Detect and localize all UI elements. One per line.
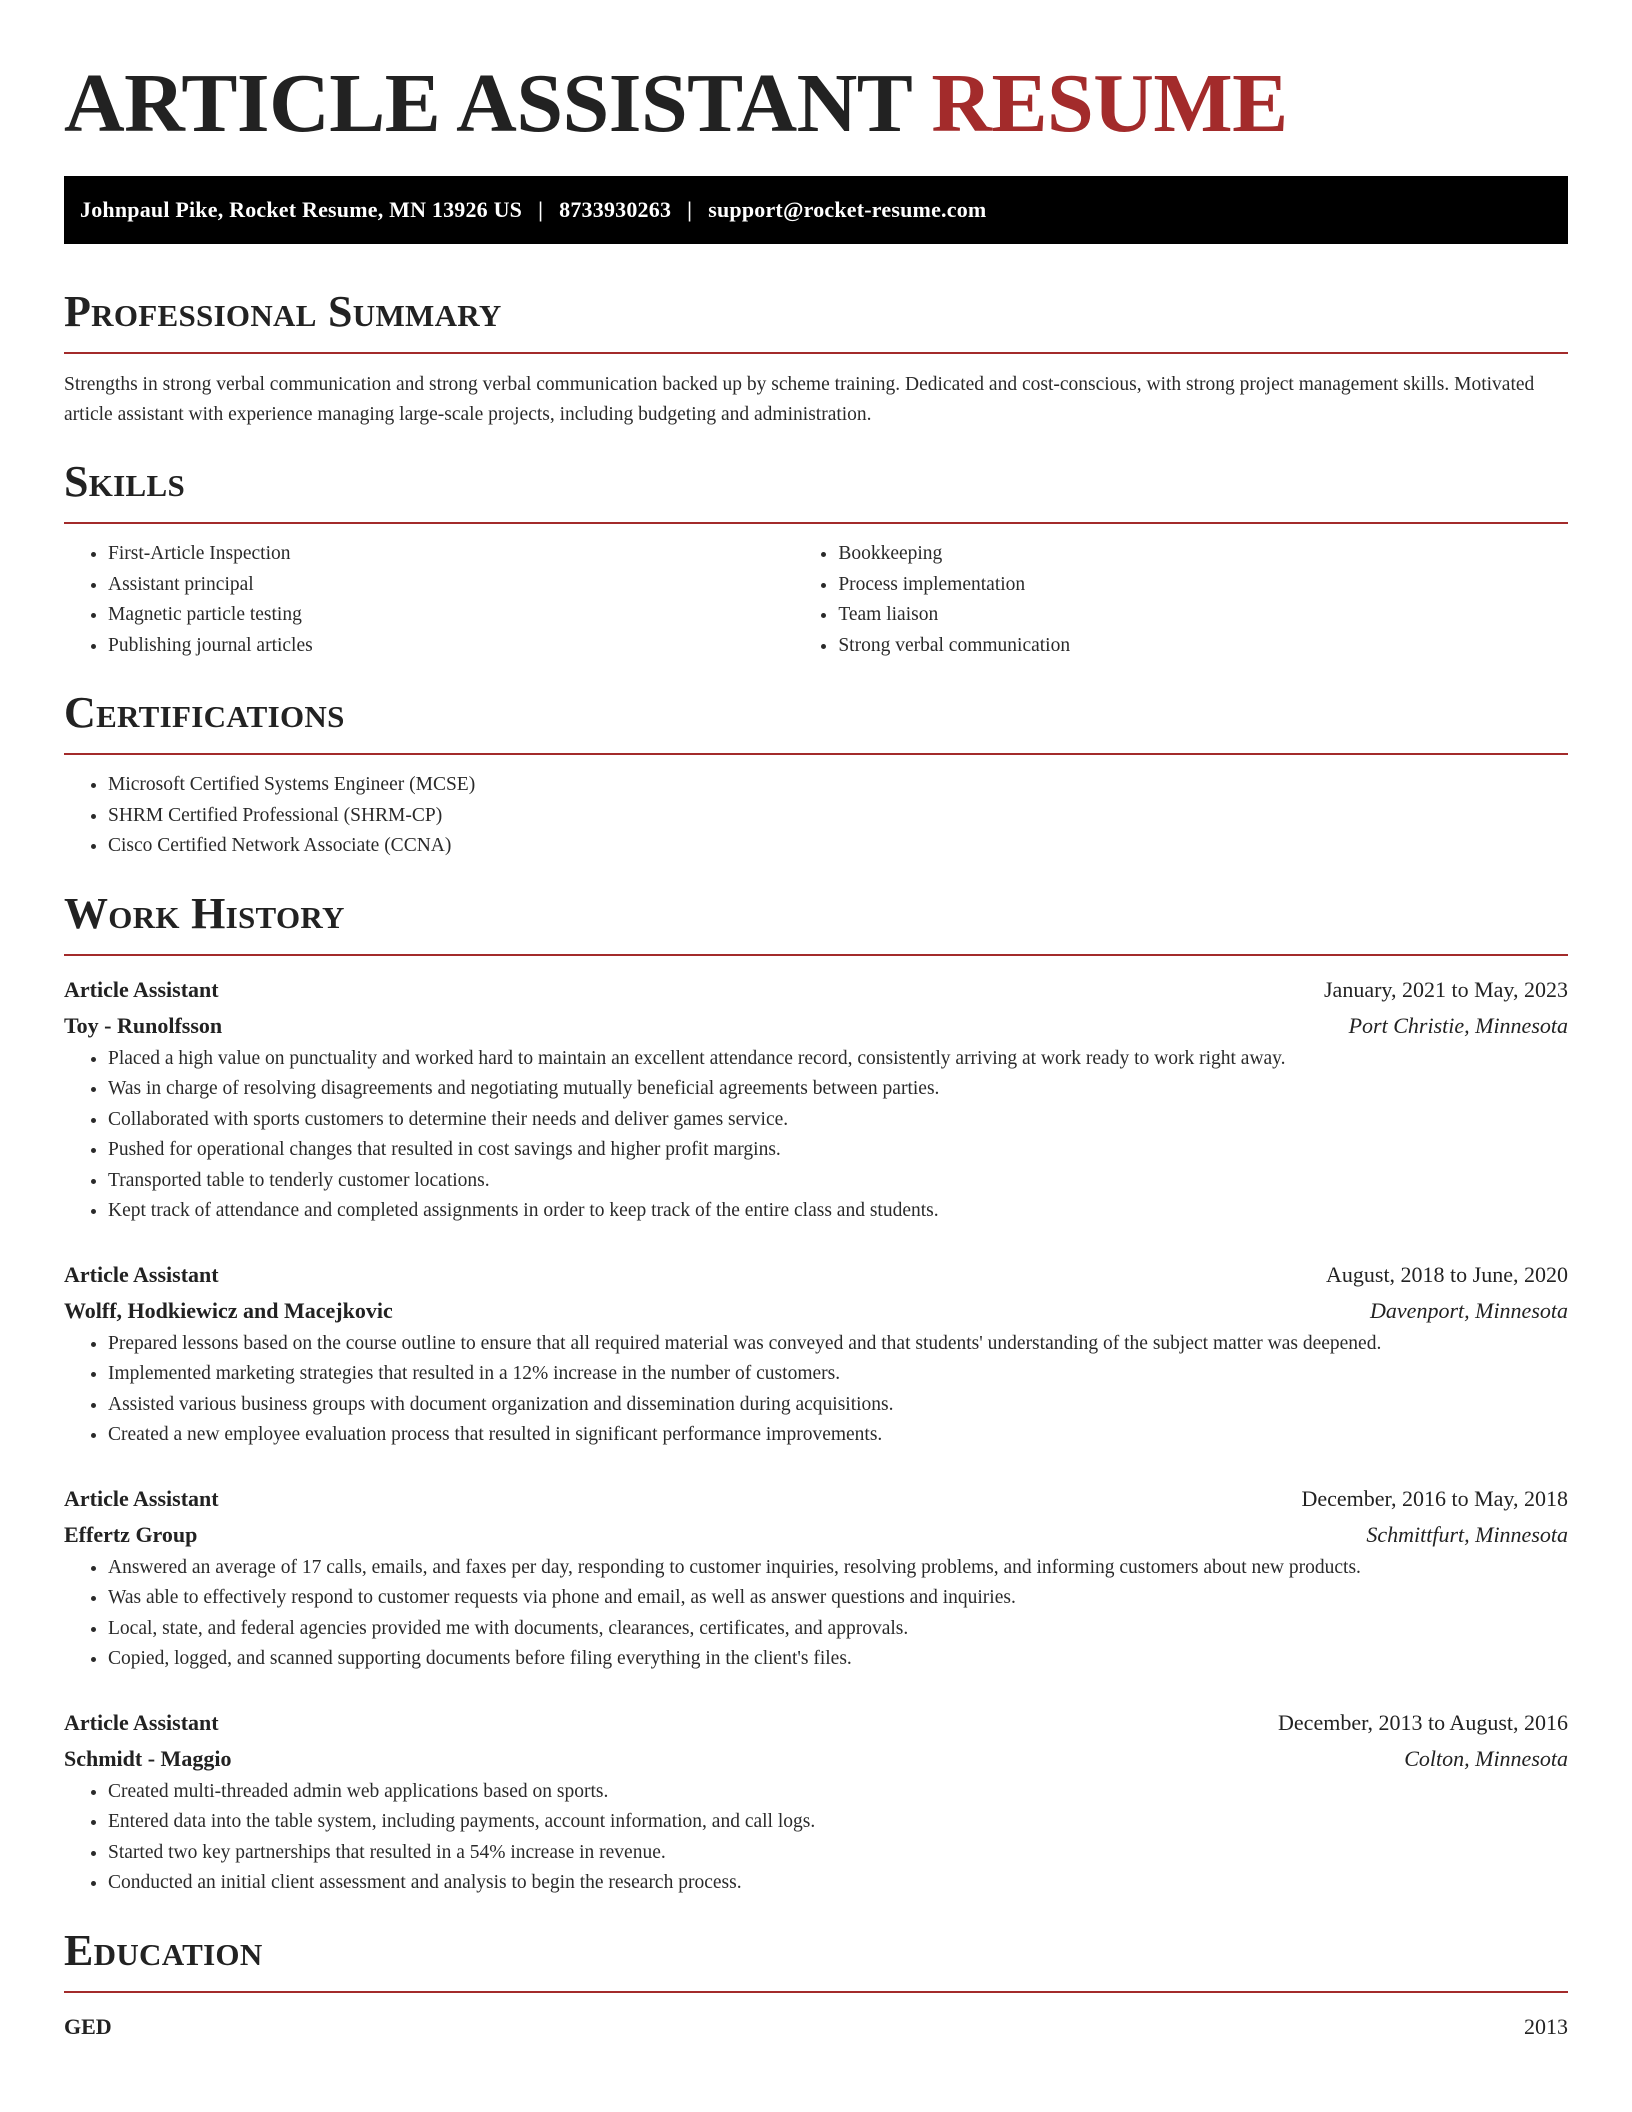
skills-list-right <box>794 539 1568 661</box>
job-location: Schmittfurt, Minnesota <box>1366 1521 1568 1547</box>
list-item: • SHRM Certified Professional (SHRM-CP) <box>108 801 1568 832</box>
list-item: • Microsoft Certified Systems Engineer (MCSE) <box>108 770 1568 801</box>
list-item: • Assistant principal <box>108 570 794 601</box>
list-item: • Assisted various business groups with document organization and dissemination during acquisitions. <box>108 1390 1568 1421</box>
job-company: Toy - Runolfsson <box>64 1012 223 1038</box>
list-item: • Was able to effectively respond to customer requests via phone and email, as well as answer questions and inquiries. <box>108 1583 1568 1614</box>
job-dates: August, 2018 to June, 2020 <box>1326 1261 1568 1287</box>
section-divider <box>64 352 1568 354</box>
list-item: • Created multi-threaded admin web applications based on sports. <box>108 1777 1568 1808</box>
job-entry <box>64 1481 1568 1675</box>
title-main: ARTICLE ASSISTANT <box>64 57 911 150</box>
section-divider <box>64 954 1568 956</box>
job-header-row <box>64 1481 1568 1517</box>
list-item: • Copied, logged, and scanned supporting documents before filing everything in the client's files. <box>108 1644 1568 1675</box>
list-item: • Magnetic particle testing <box>108 600 794 631</box>
job-bullets <box>64 1777 1568 1899</box>
certifications-list <box>64 770 1568 862</box>
list-item: • Kept track of attendance and completed assignments in order to keep track of the entire class and students. <box>108 1196 1568 1227</box>
education-year: 2013 <box>1524 2013 1568 2039</box>
job-location: Davenport, Minnesota <box>1370 1297 1568 1323</box>
certifications-section <box>64 687 1568 862</box>
education-section <box>64 1925 1568 2045</box>
list-item: • Bookkeeping <box>838 539 1568 570</box>
section-heading-skills: Skills <box>64 457 186 506</box>
summary-section <box>64 286 1568 430</box>
skills-list-left <box>64 539 794 661</box>
list-item: • Placed a high value on punctuality and worked hard to maintain an excellent attendance record, consistently arriving at work ready to work right away. <box>108 1044 1568 1075</box>
resume-title <box>64 56 1568 152</box>
list-item: • Conducted an initial client assessment and analysis to begin the research process. <box>108 1868 1568 1899</box>
list-item: • Strong verbal communication <box>838 631 1568 662</box>
summary-text: Strengths in strong verbal communication and strong verbal communication backed up by scheme training. Dedicated and cost-conscious, with strong project management skills. Motivated article assistant with experience managing large-scale projects, including budgeting and administration. <box>64 374 1535 425</box>
job-subheader-row <box>64 1517 1568 1553</box>
job-company: Wolff, Hodkiewicz and Macejkovic <box>64 1297 393 1323</box>
work-history-section <box>64 888 1568 1899</box>
list-item: • Was in charge of resolving disagreements and negotiating mutually beneficial agreements between parties. <box>108 1074 1568 1105</box>
job-title: Article Assistant <box>64 1261 219 1287</box>
list-item: • First-Article Inspection <box>108 539 794 570</box>
job-title: Article Assistant <box>64 976 219 1002</box>
list-item: • Collaborated with sports customers to determine their needs and deliver games service. <box>108 1105 1568 1136</box>
list-item: • Publishing journal articles <box>108 631 794 662</box>
title-accent: RESUME <box>931 57 1288 150</box>
education-degree: GED <box>64 2013 112 2039</box>
contact-email: support@rocket-resume.com <box>708 197 987 222</box>
job-header-row <box>64 972 1568 1008</box>
section-heading-work-history: Work History <box>64 888 345 938</box>
section-heading-certifications: Certifications <box>64 688 345 737</box>
section-divider <box>64 1991 1568 1993</box>
job-header-row <box>64 1705 1568 1741</box>
list-item: • Entered data into the table system, including payments, account information, and call logs. <box>108 1807 1568 1838</box>
job-bullets <box>64 1329 1568 1451</box>
list-item: • Answered an average of 17 calls, emails, and faxes per day, responding to customer inquiries, resolving problems, and informing customers about new products. <box>108 1553 1568 1584</box>
list-item: • Transported table to tenderly customer locations. <box>108 1166 1568 1197</box>
job-header-row <box>64 1257 1568 1293</box>
job-dates: January, 2021 to May, 2023 <box>1324 976 1568 1002</box>
job-dates: December, 2013 to August, 2016 <box>1278 1709 1568 1735</box>
education-row <box>64 2009 1568 2045</box>
list-item: • Pushed for operational changes that resulted in cost savings and higher profit margins. <box>108 1135 1568 1166</box>
list-item: • Team liaison <box>838 600 1568 631</box>
job-company: Schmidt - Maggio <box>64 1745 232 1771</box>
section-divider <box>64 522 1568 524</box>
contact-phone: 8733930263 <box>559 197 672 222</box>
job-entry <box>64 1705 1568 1899</box>
job-entry <box>64 972 1568 1227</box>
job-subheader-row <box>64 1008 1568 1044</box>
contact-bar <box>64 176 1568 244</box>
list-item: • Cisco Certified Network Associate (CCNA) <box>108 831 1568 862</box>
contact-address: Johnpaul Pike, Rocket Resume, MN 13926 US <box>80 197 523 222</box>
job-subheader-row <box>64 1293 1568 1329</box>
job-title: Article Assistant <box>64 1709 219 1735</box>
job-entry <box>64 1257 1568 1451</box>
list-item: • Local, state, and federal agencies provided me with documents, clearances, certificates, and approvals. <box>108 1614 1568 1645</box>
job-subheader-row <box>64 1741 1568 1777</box>
job-company: Effertz Group <box>64 1521 198 1547</box>
section-divider <box>64 753 1568 755</box>
list-item: • Prepared lessons based on the course outline to ensure that all required material was conveyed and that students' understanding of the subject matter was deepened. <box>108 1329 1568 1360</box>
job-dates: December, 2016 to May, 2018 <box>1301 1485 1568 1511</box>
skills-columns <box>64 539 1568 661</box>
section-heading-education: Education <box>64 1925 263 1975</box>
list-item: • Process implementation <box>838 570 1568 601</box>
job-location: Port Christie, Minnesota <box>1348 1012 1568 1038</box>
contact-separator: | <box>687 197 693 222</box>
list-item: • Created a new employee evaluation process that resulted in significant performance improvements. <box>108 1420 1568 1451</box>
job-bullets <box>64 1044 1568 1227</box>
job-title: Article Assistant <box>64 1485 219 1511</box>
list-item: • Implemented marketing strategies that resulted in a 12% increase in the number of customers. <box>108 1359 1568 1390</box>
contact-separator: | <box>538 197 544 222</box>
list-item: • Started two key partnerships that resulted in a 54% increase in revenue. <box>108 1838 1568 1869</box>
skills-section <box>64 456 1568 661</box>
job-location: Colton, Minnesota <box>1404 1745 1568 1771</box>
job-bullets <box>64 1553 1568 1675</box>
section-heading-summary: Professional Summary <box>64 287 502 336</box>
